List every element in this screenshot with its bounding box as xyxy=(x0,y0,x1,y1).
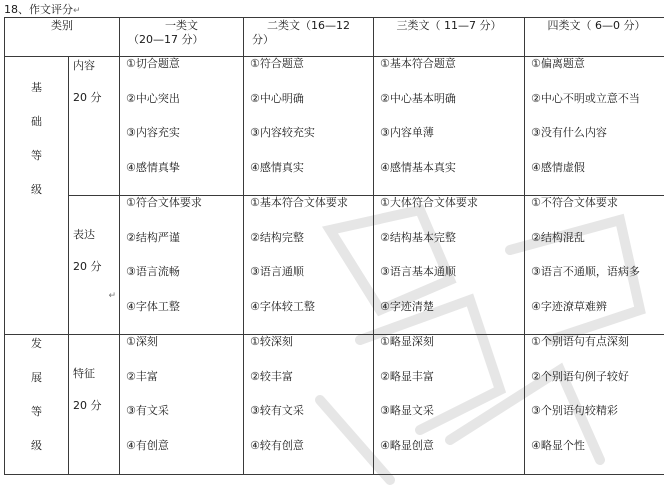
class1-name: 一类文 xyxy=(120,18,243,33)
list-item: ④感情真实 xyxy=(250,161,373,196)
content-class2 xyxy=(244,57,374,196)
list-item: ③有文采 xyxy=(126,404,243,439)
list-item: ①符合题意 xyxy=(250,57,373,92)
heading-text: 18、作文评分 xyxy=(4,3,73,16)
list-item: ③较有文采 xyxy=(250,404,373,439)
list-item: ②中心基本明确 xyxy=(380,92,524,127)
list-item: ①不符合文体要求 xyxy=(531,196,664,231)
list-item: ②略显丰富 xyxy=(380,370,524,405)
header-class1 xyxy=(120,18,244,57)
list-item: ②中心明确 xyxy=(250,92,373,127)
content-class1 xyxy=(120,57,244,196)
list-item: ④有创意 xyxy=(126,439,243,474)
header-class3 xyxy=(374,18,525,57)
return-mark-icon: ↵ xyxy=(108,291,116,301)
expression-subcategory xyxy=(69,196,120,335)
features-class3 xyxy=(374,335,525,475)
basic-level-label: 基 础 等 级 xyxy=(5,57,69,335)
list-item: ④字体较工整 xyxy=(250,300,373,335)
list-item: ④略显创意 xyxy=(380,439,524,474)
content-score: 20 分 xyxy=(73,91,119,105)
header-class2 xyxy=(244,18,374,57)
section-heading xyxy=(4,2,81,18)
expression-name: 表达 xyxy=(73,228,119,242)
list-item: ③内容单薄 xyxy=(380,126,524,161)
list-item: ④字迹潦草难辨 xyxy=(531,300,664,335)
list-item: ④感情真挚 xyxy=(126,161,243,196)
features-subcategory xyxy=(69,335,120,475)
list-item: ④较有创意 xyxy=(250,439,373,474)
header-class4 xyxy=(525,18,664,57)
list-item: ②较丰富 xyxy=(250,370,373,405)
features-class1 xyxy=(120,335,244,475)
expression-class4 xyxy=(525,196,664,335)
content-class3 xyxy=(374,57,525,196)
paragraph-mark-icon: ↵ xyxy=(73,6,81,16)
list-item: ②中心突出 xyxy=(126,92,243,127)
list-item: ③内容充实 xyxy=(126,126,243,161)
list-item: ①偏离题意 xyxy=(531,57,664,92)
content-subcategory xyxy=(69,57,120,196)
list-item: ③内容较充实 xyxy=(250,126,373,161)
expression-row xyxy=(5,196,664,335)
development-level-label: 发 展 等 级 xyxy=(5,335,69,475)
list-item: ②结构严谨 xyxy=(126,231,243,266)
expression-class2 xyxy=(244,196,374,335)
list-item: ②丰富 xyxy=(126,370,243,405)
list-item: ③语言通顺 xyxy=(250,265,373,300)
list-item: ④字迹清楚 xyxy=(380,300,524,335)
list-item: ③没有什么内容 xyxy=(531,126,664,161)
class1-range: （20—17 分） xyxy=(120,33,243,47)
list-item: ②中心不明或立意不当 xyxy=(531,92,664,127)
expression-class1 xyxy=(120,196,244,335)
essay-scoring-table xyxy=(4,17,664,475)
list-item: ④略显个性 xyxy=(531,439,664,474)
content-name: 内容 xyxy=(73,59,119,73)
features-class4 xyxy=(525,335,664,475)
header-category: 类别 xyxy=(5,18,120,57)
class3-name: 三类文（ 11—7 分） xyxy=(374,18,524,33)
expression-score: 20 分 xyxy=(73,260,119,274)
content-row xyxy=(5,57,664,196)
list-item: ④字体工整 xyxy=(126,300,243,335)
list-item: ①基本符合文体要求 xyxy=(250,196,373,231)
list-item: ①略显深刻 xyxy=(380,335,524,370)
list-item: ①深刻 xyxy=(126,335,243,370)
features-class2 xyxy=(244,335,374,475)
list-item: ③语言不通顺，语病多 xyxy=(531,265,664,300)
list-item: ①较深刻 xyxy=(250,335,373,370)
content-class4 xyxy=(525,57,664,196)
class4-name: 四类文（ 6—0 分） xyxy=(525,18,664,33)
list-item: ①个别语句有点深刻 xyxy=(531,335,664,370)
list-item: ①符合文体要求 xyxy=(126,196,243,231)
list-item: ④感情基本真实 xyxy=(380,161,524,196)
list-item: ①基本符合题意 xyxy=(380,57,524,92)
list-item: ④感情虚假 xyxy=(531,161,664,196)
class2-name: 二类文（16—12 xyxy=(244,18,373,33)
features-score: 20 分 xyxy=(73,399,119,413)
list-item: ②结构完整 xyxy=(250,231,373,266)
features-name: 特征 xyxy=(73,367,119,381)
list-item: ③语言流畅 xyxy=(126,265,243,300)
list-item: ②结构混乱 xyxy=(531,231,664,266)
list-item: ③语言基本通顺 xyxy=(380,265,524,300)
features-row xyxy=(5,335,664,475)
list-item: ②结构基本完整 xyxy=(380,231,524,266)
class2-range: 分） xyxy=(244,33,373,47)
list-item: ③个别语句较精彩 xyxy=(531,404,664,439)
header-row xyxy=(5,18,664,57)
list-item: ③略显文采 xyxy=(380,404,524,439)
list-item: ①切合题意 xyxy=(126,57,243,92)
expression-class3 xyxy=(374,196,525,335)
list-item: ②个别语句例子较好 xyxy=(531,370,664,405)
list-item: ①大体符合文体要求 xyxy=(380,196,524,231)
